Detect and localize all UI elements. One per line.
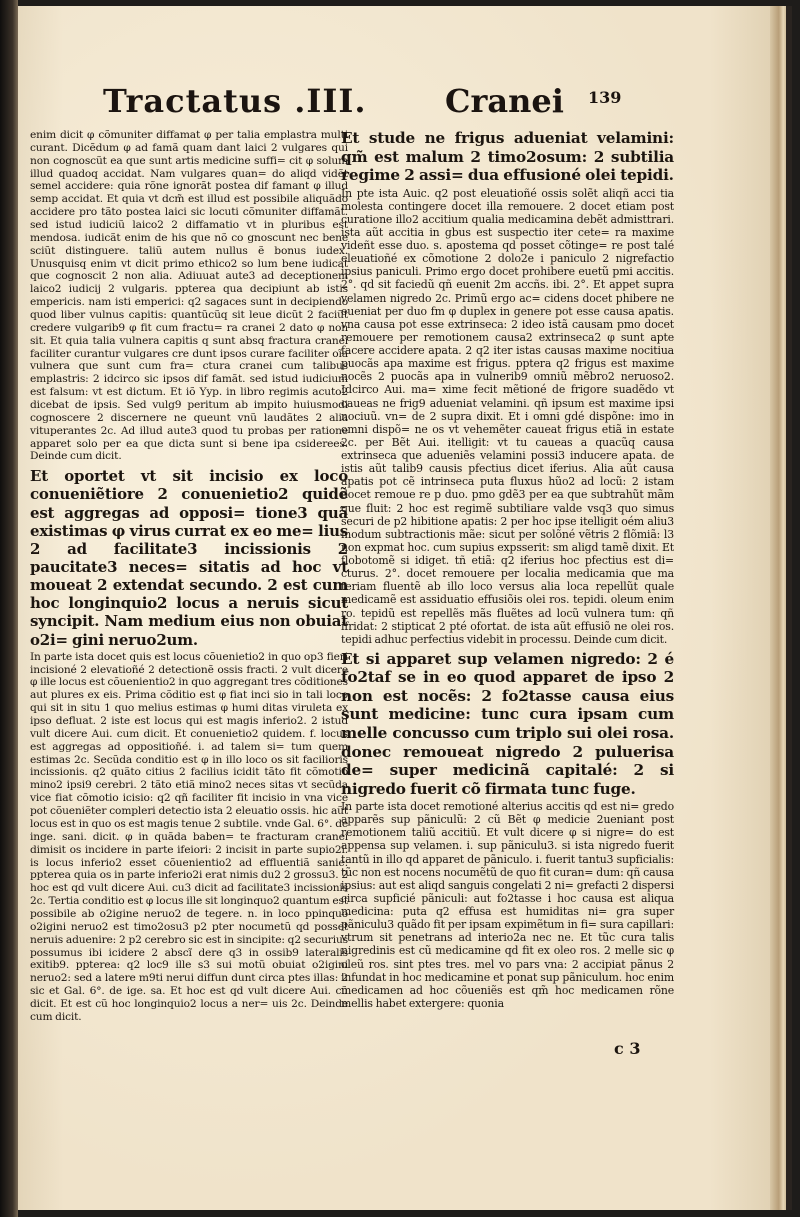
signature-mark: c 3 bbox=[614, 1039, 641, 1058]
commentary-paragraph: In parte ista docet quis est locus cõuenietio2 in quo op3 fieri incisioné 2 elevatioñé 2 detectionẽ ossis fracti. 2 vult dicere φ ille locus est cõuenientio2 in quo aggregant tres cõditiones aut plures ex eis. Prima cõditio est φ fiat inci sio in tali loco qui sit in situ 1 quo melius estimas φ humi ditas viruleta ex ipso defluat. 2 iste est locus qui est magis inferio2. 2 istud vult dicere Aui. cum dicit. Et conuenietio2 quidem. f. locus est aggregas ad oppositioñé. i. ad talem si= tum quem estimas 2c. Secũda conditio est φ in illo loco os sit facilioris incissionis. q2 quãto citius 2 facilius icidit tãto fit cõmotio mino2 ipsi9 cerebri. 2 tãto etiã mino2 neces sitas vt secũda vice fiat cõmotio icisio: q2 qñ faciliter fit incisio in vna vice pot cõueniẽter compleri detectio ista 2 eleuatio ossis. hic aũt locus est in quo os est magis tenue 2 subtile. vnde Gal. 6°. de inge. sani. dicit. φ in quãda baben= te fracturam cranei dimisit os incidere in parte ifeiori: 2 incisit in parte supio2i. is locus inferio2 esset cõuenientio2 ad effluentiã sanie: ppterea quia os in parte inferio2i erat nimis du2 2 grossu3. 2 hoc est qd vult dicere Aui. cu3 dicit ad facilitate3 incissionis 2c. Tertia conditio est φ locus ille sit longinquo2 quantum est possibile ab o2igine neruo2 de tegere. n. in loco ppinquo o2igini neruo2 est timo2osu3 p2 pter nocumetũ qd posset neruis aduenire: 2 p2 cerebro sic est in sincipite: q2 securius possumus ibi icidere 2 abscĩ dere q3 in ossib9 lateralis exitib9. ppterea: q2 loc9 ille s3 sui motũ obuiat o2igini neruo2: sed a latere m9ti nerui diffun dunt circa ptes illas: 2 sic et Gal. 6°. de ige. sa. Et hoc est qd vult dicere Aui. cũ dicit. Et est cũ hoc longinquio2 locus a ner= uis 2c. Deinde cum dicit. bbox=[30, 649, 348, 1023]
avicenna-lemma: Et oportet vt sit incisio ex loco conueniẽtiore 2 conuenietio2 quidẽ est aggregas ad opposi= tione3 quã existimas φ virus currat ex eo me= lius 2 ad facilitate3 incissionis 2 paucitate3 neces= sitatis ad hoc vt moueat 2 extendat secundo. 2 est cum hoc longinquio2 locus a neruis sicut syncipit. Nam medium eius non obuiat o2i= gini neruo2um. bbox=[30, 467, 348, 649]
book-fore-edge-right bbox=[770, 6, 792, 1210]
commentary-paragraph: enim dicit φ cõmuniter diffamat φ per talia emplastra multi curant. Dicẽdum φ ad famã quam dant laici 2 vulgares qui non cognoscũt ea que sunt artis medicine suffi= cit φ solum illud quadoq accidat. Nam vulgares quan= do aliqd vidẽt semel accidere: quia rõne ignorãt postea dif famant φ illud semp accidat. Et quia vt dcm̃ est illud est possibile aliquãdo accidere pro tãto postea laici sic locuti cõmuniter diffamãt. sed istud iudiciũ laico2 2 diffamatio vt in pluribus est mendosa. iudicãt enim de his que nõ co gnoscunt nec bene sciũt distinguere. taliũ autem nullus ẽ bonus iudex. Unusquisq enim vt dicit primo ethico2 so lum bene iudicat que cognoscit 2 non alia. Adiuuat aute3 ad deceptionem laico2 iudicij 2 vulgaris. ppterea qua decipiunt ab istis empericis. nam isti emperici: q2 sagaces sunt in decipiendo quod liber vulnus capitis: quantũcũq sit leue dicũt 2 faciũt credere vulgarib9 φ fit cum fractu= ra cranei 2 dato φ non sit. Et quia talia vulnera capitis q sunt absq fractura cranei faciliter curantur vulgares cre dunt ipsos curare faciliter oĩa vulnera que sunt cum fra= ctura cranei cum talibus emplastris: 2 idcirco sic ipsos dif famãt. sed istud iudicium est falsum: vt est dictum. Et iõ Yyp. in libro regimis acuto2 dicebat de ipsis. Sed vulg9 peritum ab impito huiusmodi cognoscere 2 discernere ne queunt vnũ laudãtes 2 alia vituperantes 2c. Ad illud aute3 quod tu probas per ratione apparet solo per ea que dicta sunt si bene ipa csiderees. Deinde cum dicit. bbox=[30, 128, 348, 463]
commentary-paragraph: In pte ista Auic. q2 post eleuatioñé ossis solẽt aliqñ acci tia molesta contingere docet illa remouere. 2 docet etiam post curatione illo2 accitium qualia medicamina debẽt admisttrari. ista aũt accitia in gbus est suspectio iter cete= ra maxime videñt esse duo. s. apostema qd posset cõtinge= re post talé eleuatioñé ex cõmotione 2 dolo2e i paniculo 2 nigrefactio ipsius paniculi. Primo ergo docet prohibere euetũ pmi accitis. 2°. qd sit faciedũ qñ euenit 2m accñs. ibi. 2°. Et appet supra velamen nigredo 2c. Primũ ergo ac= cidens docet phibere ne eueniat per duo fm φ duplex in genere pot esse causa apatis. vna causa pot esse extrinseca: 2 ideo istã causam pmo docet remouere per remotionem causa2 extrinseca2 φ sunt apte facere accidere apata. 2 q2 iter istas causas maxime nocitiua puocãs apa maxime est frigus. pptera q2 frigus est maxime nocẽs 2 puocãs apa in vulnerib9 omniũ mẽbro2 neruoso2. Idcirco Aui. ma= xime fecit mẽtioné de frigore suadẽdo vt caueas ne frig9 adueniat velamini. qñ ipsum est maxime ipsi nociuũ. vn= de 2 supra dixit. Et i omni gdé dispõne: imo in omni dispõ= ne os vt vehemẽter caueat frigus etiã in estate 2c. per Bẽt Aui. itelligit: vt tu caueas a quacũq causa extrinseca que adueniẽs velamini possi3 inducere apata. de istis aũt talib9 causis pfectius dicet iferius. Alia aũt causa apatis pot cẽ intrinseca puta fluxus hũo2 ad locũ: 2 istam docet remoue re p duo. pmo gdẽ3 per ea que subtrahũt mãm que fluit: 2 hoc est regimẽ subtiliare valde vsq3 quo simus securi de p2 hibitione apatis: 2 per hoc ipse itelligit oém aliu3 modum subtractionis mãe: sicut per solõné vẽtris 2 flõmiã: l3 non expmat hoc. cum supius expsserit: sm aligd tamẽ dixit. Et flobotomẽ si idiget. tñ etiã: q2 iferius hoc pfectius est di= cturus. 2°. docet remouere per localia medicamia que ma teriam fluentẽ ab illo loco versus alia loca repellũt quale medicamẽ est assiduatio effusiõis olei ros. tepidi. oleum enim ro. tepidũ est repellẽs mãs fluẽtes ad locũ vulnera tum: qñ ifridat: 2 stipticat 2 pté ofortat. de ista aũt effusiõ ne olei ros. tepidi adhuc perfectius videbit in processu. Deinde cum dicit. bbox=[341, 186, 674, 646]
running-title-left: Tractatus .III. bbox=[103, 82, 367, 120]
right-text-column bbox=[341, 129, 674, 1010]
running-header bbox=[18, 82, 770, 132]
left-text-column bbox=[30, 129, 348, 1024]
folio-number: 139 bbox=[588, 88, 622, 107]
commentary-paragraph: In parte ista docet remotioné alterius accitis qd est ni= gredo apparẽs sup pãniculũ: 2 cũ Bẽt φ medicie 2ueniant post remotionem taliũ accitiũ. Et vult dicere φ si nigre= do est appensa sup velamen. i. sup pãniculu3. si ista nigredo fuerit tantũ in illo qd apparet de pãniculo. i. fuerit tantu3 supficialis: tũc non est nocens nocumẽtũ de quo fit curan= dum: qñ causa ipsius: aut est aliqd sanguis congelati 2 ni= grefacti 2 dispersi circa supficié pãniculi: aut fo2tasse i hoc causa est aliqua medicina: puta q2 effusa est humiditas ni= gra super pãniculu3 quãdo fit per ipsam expimẽtum in fi= sura capillari: vtrum sit penetrans ad interio2a nec ne. Et tũc cura talis nigredinis est cũ medicamine qd fit ex oleo ros. 2 melle sic φ oleũ ros. sint ptes tres. mel vo pars vna: 2 accipiat pãnus 2 infundat in hoc medicamine et ponat sup pãniculum. hoc enim medicamen ad hoc cõueniẽs est qm̃ hoc medicamen rõne mellis habet extergere: quonia bbox=[341, 800, 674, 1010]
avicenna-lemma: Et si apparet sup velamen nigredo: 2 é fo2taf se in eo quod apparet de ipso 2 non est nocẽs: 2 fo2tasse causa eius sunt medicine: tunc cura ipsam cum melle concusso cum triplo sui olei rosa. donec remoueat nigredo 2 puluerisa de= super medicinã capitalé: 2 si nigredo fuerit cõ firmata tunc fuge. bbox=[341, 649, 674, 798]
avicenna-lemma: Et stude ne frigus adueniat velamini: qm̃ est malum 2 timo2osum: 2 subtilia regime 2 assi= dua effusioné olei tepidi. bbox=[341, 129, 674, 185]
book-gutter-left bbox=[0, 0, 18, 1217]
book-page bbox=[18, 6, 770, 1210]
running-title-right: Cranei bbox=[445, 82, 564, 120]
